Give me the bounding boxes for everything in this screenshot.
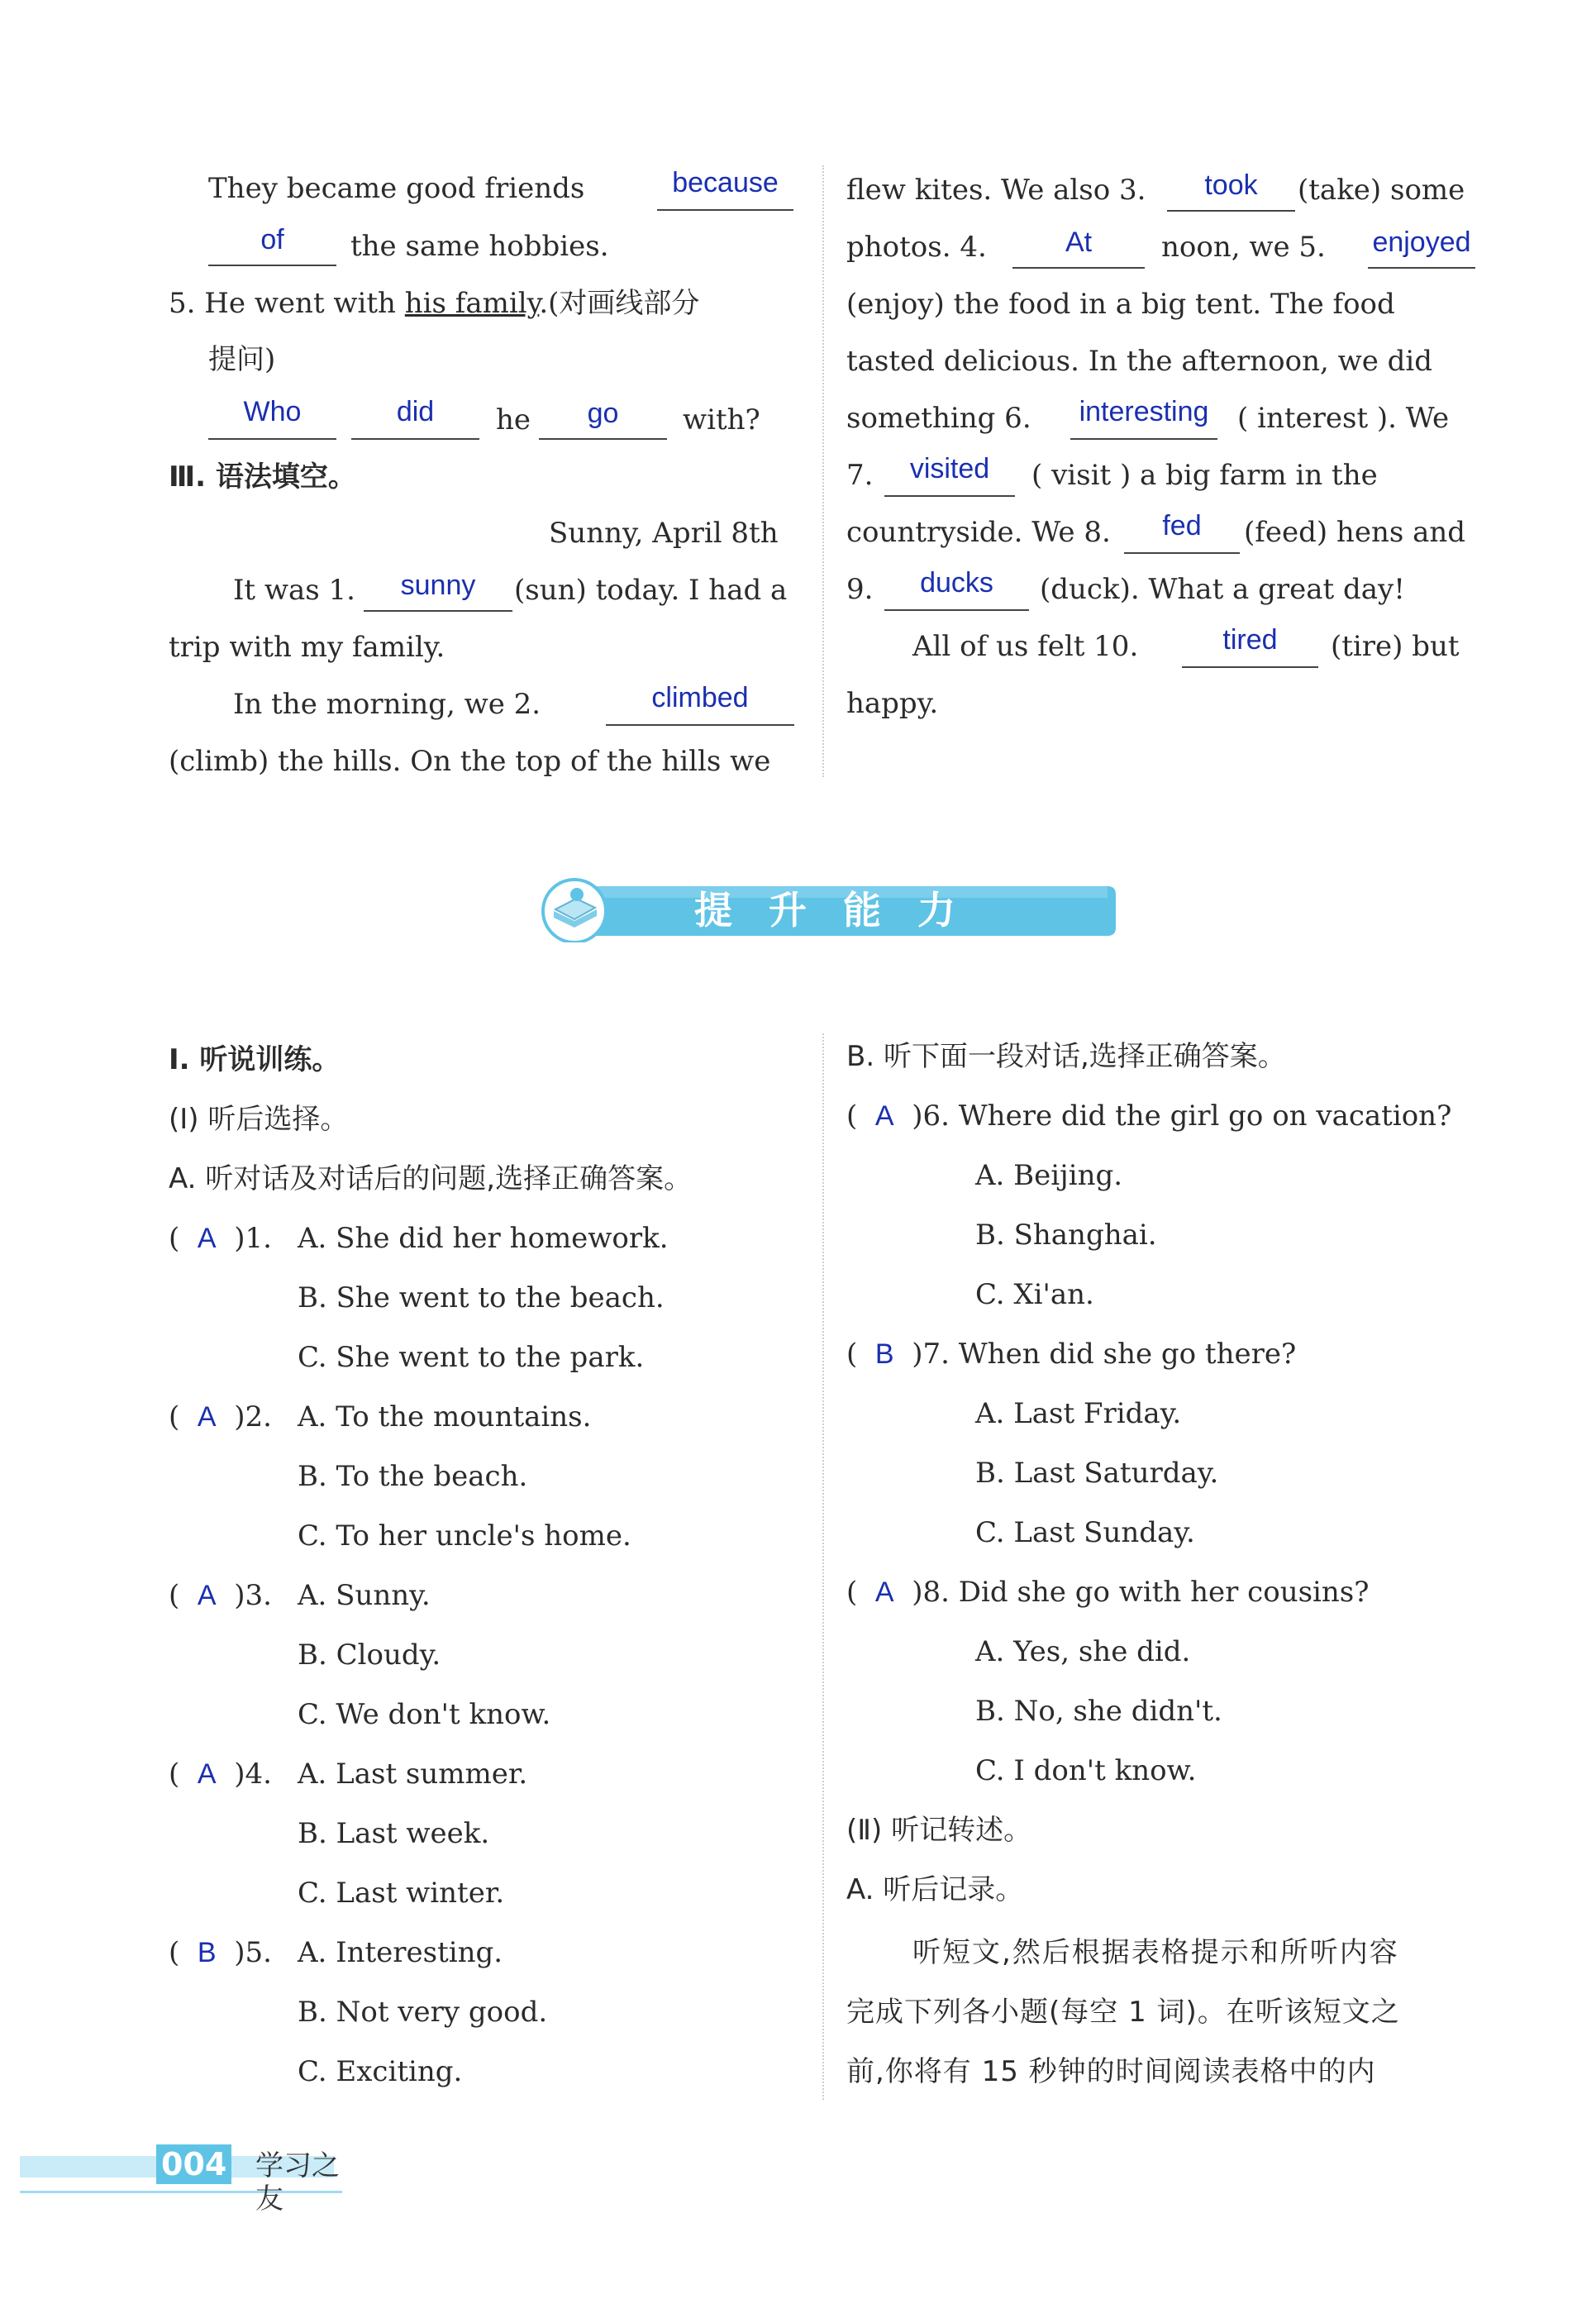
paragraph-line: It was 1. [233,574,355,607]
book-title: 学习之友 [255,2149,340,2216]
paragraph-line: 9. [846,573,874,606]
question-number: 6. [922,1099,950,1133]
paragraph-line: flew kites. We also 3. [846,174,1146,207]
answer-blank [1368,267,1475,269]
choice-answer: B [874,1338,894,1370]
sentence-line: the same hobbies. [350,230,609,263]
option: C. Xi'an. [975,1278,1094,1311]
column-divider-top [822,165,824,777]
option: A. Last Friday. [975,1397,1182,1430]
paragraph-line: (enjoy) the food in a big tent. The food [846,288,1395,321]
question-stem: When did she go there? [958,1338,1297,1371]
question-number: 1. [245,1222,272,1255]
option: B. Last Saturday. [975,1457,1219,1490]
word: with? [683,403,760,436]
answer-text: sunny [400,570,476,601]
question-number: 7. [922,1338,950,1371]
paragraph-line: 听短文,然后根据表格提示和所听内容 [912,1936,1399,1969]
answer-blank [1070,438,1217,440]
subsection-title: (Ⅱ) 听记转述。 [846,1814,1032,1847]
instruction: A. 听对话及对话后的问题,选择正确答案。 [169,1162,693,1195]
answer-paren: ( A )2. [169,1400,272,1433]
answer-blank [884,495,1015,497]
paragraph-line: (sun) today. I had a [514,574,788,607]
choice-answer: A [874,1100,894,1132]
option: A. Last summer. [298,1758,528,1791]
answer-paren: ( A )8. Did she go with her cousins? [846,1576,1370,1609]
answer-text: tired [1222,624,1278,656]
option: B. To the beach. [298,1460,528,1493]
word: he [496,403,531,436]
answer-blank [539,438,667,440]
section-title: Ⅰ. 听说训练。 [169,1043,341,1076]
answer-blank [364,610,512,612]
option: A. To the mountains. [298,1400,592,1433]
option: A. Sunny. [298,1579,431,1612]
question-number: 2. [245,1400,272,1433]
section-banner [537,876,1116,942]
answer-blank [1012,267,1145,269]
option: C. We don't know. [298,1698,551,1731]
paragraph-line: ( interest ). We [1237,402,1450,435]
answer-paren: ( B )5. [169,1936,272,1969]
choice-answer: A [197,1223,217,1254]
answer-text: interesting [1079,396,1209,427]
answer-text: At [1065,227,1093,258]
paragraph-line: happy. [846,687,939,720]
answer-blank [657,209,793,211]
paragraph-line: 完成下列各小题(每空 1 词)。在听该短文之 [846,1996,1400,2029]
subsection-title: (Ⅰ) 听后选择。 [169,1103,349,1136]
question-number: 3. [245,1579,272,1612]
option: A. Yes, she did. [975,1635,1191,1668]
paragraph-line: countryside. We 8. [846,516,1111,549]
question-number: 4. [245,1758,272,1791]
option: C. She went to the park. [298,1341,645,1374]
answer-blank [208,265,336,266]
underlined-phrase: his family [404,287,540,320]
page-number: 004 [156,2144,231,2184]
option: A. Beijing. [975,1159,1123,1192]
sentence-line: They became good friends [208,172,585,205]
option: C. I don't know. [975,1754,1197,1787]
answer-text: visited [909,453,990,484]
question-number: 5. [245,1936,272,1969]
paragraph-line: ( visit ) a big farm in the [1031,459,1378,492]
answer-text: climbed [651,682,749,713]
answer-text: did [396,396,435,427]
answer-blank [884,609,1029,611]
paragraph-line: (climb) the hills. On the top of the hills we [169,745,771,778]
question-stem: Did she go with her cousins? [958,1576,1370,1609]
paragraph-line: (feed) hens and [1244,516,1466,549]
answer-blank [208,438,336,440]
paragraph-line: In the morning, we 2. [233,688,541,721]
option: B. She went to the beach. [298,1281,665,1314]
q5-line2: 提问) [208,343,276,376]
page-footer [20,2141,350,2216]
paragraph-line: 7. [846,459,874,492]
answer-text: fed [1162,510,1202,541]
question-number: 8. [922,1576,950,1609]
option: B. Not very good. [298,1996,548,2029]
answer-text: of [260,224,284,255]
answer-blank [1124,552,1240,554]
choice-answer: A [874,1576,894,1608]
paragraph-line: tasted delicious. In the afternoon, we did [846,345,1433,378]
paragraph-line: trip with my family. [169,631,445,664]
paragraph-line: (take) some [1298,174,1465,207]
q5-text: 5. He went with [169,287,405,320]
answer-paren: ( B )7. When did she go there? [846,1338,1297,1371]
answer-text: ducks [920,567,993,599]
answer-blank [1182,666,1318,668]
option: B. Cloudy. [298,1639,441,1672]
option: B. Last week. [298,1817,490,1850]
choice-answer: B [197,1937,217,1968]
banner-title: 提 升 能 力 [694,888,968,933]
q5-text-end: .(对画线部分 [539,287,700,320]
paragraph-line: something 6. [846,402,1031,435]
column-divider-bottom [822,1033,824,2100]
paragraph-line: (tire) but [1331,630,1460,663]
option: A. She did her homework. [298,1222,669,1255]
diary-date: Sunny, April 8th [549,517,779,550]
choice-answer: A [197,1758,217,1790]
question-stem: Where did the girl go on vacation? [958,1099,1452,1133]
section-title: Ⅲ. 语法填空。 [169,460,356,494]
answer-blank [1167,210,1295,212]
answer-text: took [1204,169,1258,201]
option: C. Last Sunday. [975,1516,1195,1549]
paragraph-line: photos. 4. [846,231,987,264]
option: B. No, she didn't. [975,1695,1222,1728]
option: A. Interesting. [298,1936,503,1969]
choice-answer: A [197,1401,217,1433]
answer-paren: ( A )6. Where did the girl go on vacation? [846,1099,1452,1133]
answer-text: enjoyed [1372,227,1471,258]
option: C. To her uncle's home. [298,1519,631,1553]
answer-text: go [587,398,619,429]
paragraph-line: noon, we 5. [1161,231,1326,264]
answer-text: because [672,167,779,198]
paragraph-line: All of us felt 10. [912,630,1139,663]
answer-blank [351,438,479,440]
answer-blank [606,724,794,726]
option: B. Shanghai. [975,1219,1157,1252]
answer-paren: ( A )3. [169,1579,272,1612]
instruction: A. 听后记录。 [846,1873,1024,1906]
answer-paren: ( A )1. [169,1222,272,1255]
option: C. Last winter. [298,1877,505,1910]
question-5 [169,287,699,320]
choice-answer: A [197,1580,217,1611]
instruction: B. 听下面一段对话,选择正确答案。 [846,1040,1286,1073]
answer-paren: ( A )4. [169,1758,272,1791]
answer-text: Who [243,396,302,427]
paragraph-line: (duck). What a great day! [1040,573,1405,606]
paragraph-line: 前,你将有 15 秒钟的时间阅读表格中的内 [846,2055,1376,2088]
option: C. Exciting. [298,2055,463,2088]
